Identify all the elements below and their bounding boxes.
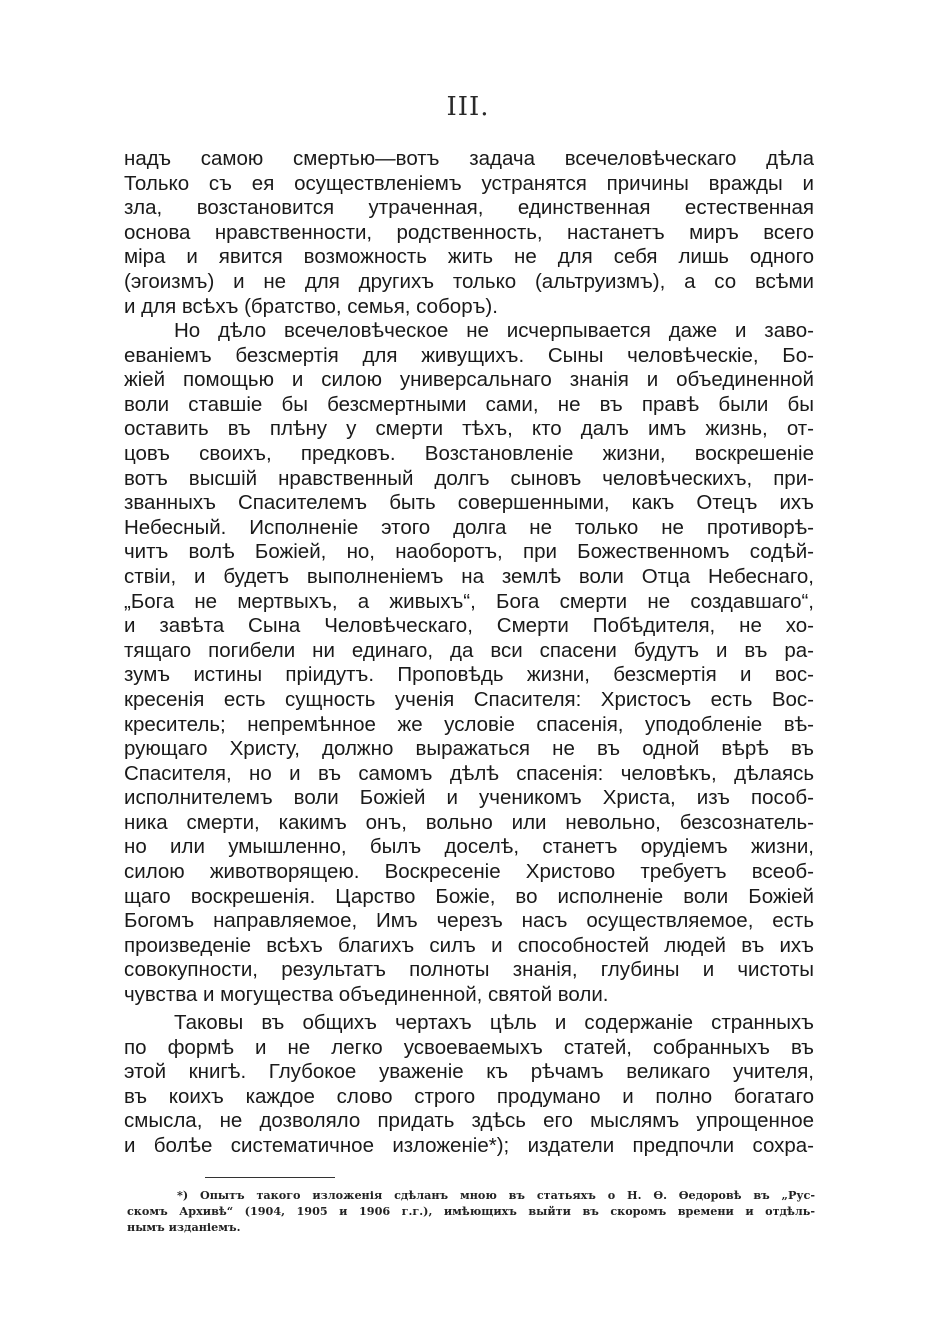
footnote-line: скомъ Архивѣ“ (1904, 1905 и 1906 г.г.), имѣющихъ выйти въ скоромъ времени и отдѣль- bbox=[127, 1204, 815, 1218]
text-line: смысла, не дозволяло придать здѣсь его мыслямъ упрощенное bbox=[124, 1109, 814, 1133]
text-line: „Бога не мертвыхъ, а живыхъ“, Бога смерти не создавшаго“, bbox=[124, 589, 814, 613]
text-line: силою животворящею. Воскресеніе Христово требуетъ всеоб- bbox=[124, 860, 814, 884]
text-line: зумъ истины пріидутъ. Проповѣдь жизни, безсмертія и вос- bbox=[124, 663, 814, 687]
text-line: основа нравственности, родственность, настанетъ миръ всего bbox=[124, 220, 814, 244]
text-line: жіей помощью и силою универсальнаго знанія и объединенной bbox=[124, 368, 814, 392]
text-line: Богомъ направляемое, Имъ черезъ насъ осуществляемое, есть bbox=[124, 909, 814, 933]
text-line: чувства и могущества объединенной, святой воли. bbox=[124, 983, 609, 1007]
paragraph-3 bbox=[124, 1011, 814, 1159]
text-line: Таковы въ общихъ чертахъ цѣль и содержаніе странныхъ bbox=[174, 1011, 814, 1034]
footnote-line: *) Опытъ такого изложенія сдѣланъ мною въ статьяхъ о Н. Ѳ. Ѳедоровѣ въ „Рус- bbox=[177, 1188, 815, 1202]
text-line: и болѣе систематичное изложеніе*); издатели предпочли сохра- bbox=[124, 1133, 814, 1157]
text-line: ствіи, и будетъ выполненіемъ на землѣ воли Отца Небеснаго, bbox=[124, 564, 814, 588]
text-line: Но дѣло всечеловѣческое не исчерпывается даже и заво- bbox=[174, 319, 814, 342]
text-line: креситель; непремѣнное же условіе спасенія, уподобленіе вѣ- bbox=[124, 712, 814, 736]
text-line: надъ самою смертью—вотъ задача всечеловѣческаго дѣла bbox=[124, 147, 814, 170]
text-line: оставить въ плѣну у смерти тѣхъ, кто далъ имъ жизнь, от- bbox=[124, 417, 814, 441]
text-line: вотъ высшій нравственный долгъ сыновъ человѣческихъ, при- bbox=[124, 466, 814, 490]
text-line: еваніемъ безсмертія для живущихъ. Сыны человѣческіе, Бо- bbox=[124, 343, 814, 367]
page-number: III. bbox=[446, 92, 490, 122]
text-line: и для всѣхъ (братство, семья, соборъ). bbox=[124, 294, 498, 318]
text-line: званныхъ Спасителемъ быть совершенными, какъ Отецъ ихъ bbox=[124, 491, 814, 515]
text-line: Спасителя, но и въ самомъ дѣлѣ спасенія: человѣкъ, дѣлаясь bbox=[124, 761, 814, 785]
text-line: тящаго погибели ни единаго, да вси спасени будутъ и въ ра- bbox=[124, 638, 814, 662]
paragraph-1 bbox=[124, 147, 814, 319]
text-line: щаго воскрешенія. Царство Божіе, во исполненіе воли Божіей bbox=[124, 884, 814, 908]
text-line: исполнителемъ воли Божіей и ученикомъ Христа, изъ пособ- bbox=[124, 786, 814, 810]
text-line: (эгоизмъ) и не для другихъ только (альтруизмъ), а со всѣми bbox=[124, 269, 814, 293]
text-line: кресенія есть сущность ученія Спасителя: Христосъ есть Вос- bbox=[124, 687, 814, 711]
text-line: цовъ своихъ, предковъ. Возстановленіе жизни, воскрешеніе bbox=[124, 441, 814, 465]
footnote bbox=[127, 1187, 815, 1235]
text-line: въ коихъ каждое слово строго продумано и полно богатаго bbox=[124, 1084, 814, 1108]
text-line: Небесный. Исполненіе этого долга не только не противорѣ- bbox=[124, 515, 814, 539]
text-line: по формѣ и не легко усвоеваемыхъ статей, собранныхъ въ bbox=[124, 1035, 814, 1059]
text-line: но или умышленно, былъ доселѣ, станетъ орудіемъ жизни, bbox=[124, 835, 814, 859]
footnote-divider bbox=[205, 1177, 335, 1178]
text-line: и завѣта Сына Человѣческаго, Смерти Побѣдителя, не хо- bbox=[124, 614, 814, 638]
text-line: зла, возстановится утраченная, единственная естественная bbox=[124, 196, 814, 220]
text-line: Только съ ея осуществленіемъ устранятся причины вражды и bbox=[124, 171, 814, 195]
text-line: міра и явится возможность жить не для себя лишь одного bbox=[124, 245, 814, 269]
footnote-line: нымъ изданіемъ. bbox=[127, 1220, 241, 1234]
text-line: совокупности, результатъ полноты знанія, глубины и чистоты bbox=[124, 958, 814, 982]
text-line: произведеніе всѣхъ благихъ силъ и способностей людей въ ихъ bbox=[124, 933, 814, 957]
text-line: рующаго Христу, должно выражаться не въ одной вѣрѣ въ bbox=[124, 737, 814, 761]
paragraph-2 bbox=[124, 319, 814, 1008]
text-line: этой книгѣ. Глубокое уваженіе къ рѣчамъ великаго учителя, bbox=[124, 1060, 814, 1084]
text-line: читъ волѣ Божіей, но, наоборотъ, при Божественномъ содѣй- bbox=[124, 540, 814, 564]
text-line: воли ставшіе бы безсмертными сами, не въ правѣ были бы bbox=[124, 392, 814, 416]
text-line: ника смерти, какимъ онъ, вольно или невольно, безсознатель- bbox=[124, 810, 814, 834]
